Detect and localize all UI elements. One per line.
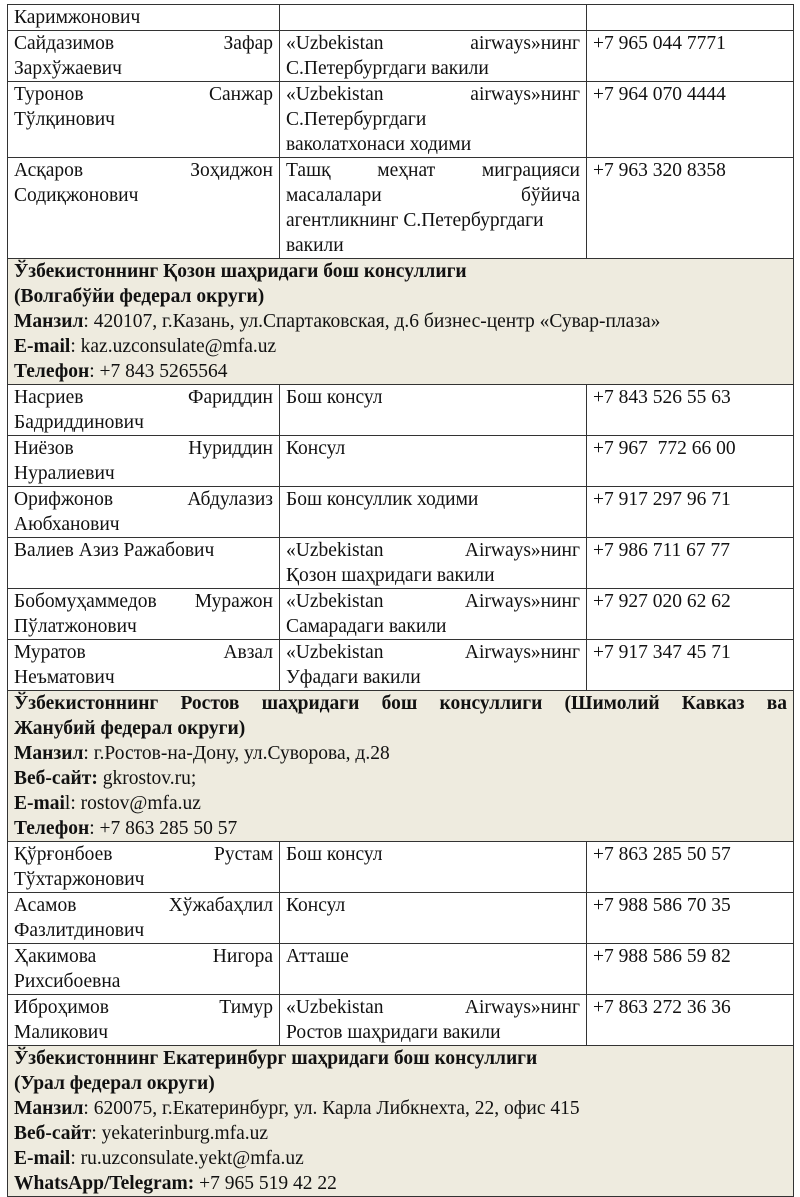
section-info bbox=[8, 1046, 794, 1197]
person-position: «Uzbekistan Airways»нинг Самарадаги вакили bbox=[280, 589, 587, 640]
table-row bbox=[8, 589, 794, 640]
person-position: «Uzbekistan airways»нинг С.Петербургдаги ваколатхонаси ходими bbox=[280, 82, 587, 158]
person-name: Валиев Азиз Ражабович bbox=[8, 538, 280, 589]
person-phone: +7 843 526 55 63 bbox=[587, 385, 794, 436]
section-info bbox=[8, 691, 794, 842]
person-phone: +7 986 711 67 77 bbox=[587, 538, 794, 589]
table-row bbox=[8, 893, 794, 944]
person-name: Сайдазимов Зафар Зархўжаевич bbox=[8, 31, 280, 82]
table-row bbox=[8, 842, 794, 893]
section-title: Ўзбекистоннинг Қозон шаҳридаги бош консуллиги bbox=[14, 261, 467, 282]
table-row bbox=[8, 640, 794, 691]
person-phone: +7 863 272 36 36 bbox=[587, 995, 794, 1046]
person-position: Бош консул bbox=[280, 385, 587, 436]
person-phone bbox=[587, 5, 794, 31]
person-position: «Uzbekistan airways»нинг С.Петербургдаги вакили bbox=[280, 31, 587, 82]
person-name: Туронов Санжар Тўлқинович bbox=[8, 82, 280, 158]
website-line: Веб-сайт: yekaterinburg.mfa.uz bbox=[14, 1123, 269, 1144]
website-line: Веб-сайт: gkrostov.ru; bbox=[14, 768, 197, 789]
section-title: Ўзбекистоннинг Ростов шаҳридаги бош консуллиги (Шимолий Кавказ ва bbox=[14, 693, 787, 714]
person-position: Атташе bbox=[280, 944, 587, 995]
person-name: Ҳакимова Нигора Рихсибоевна bbox=[8, 944, 280, 995]
table-row bbox=[8, 487, 794, 538]
person-position: Консул bbox=[280, 893, 587, 944]
table-row bbox=[8, 385, 794, 436]
phone-line: Телефон: +7 863 285 50 57 bbox=[14, 818, 238, 839]
person-name: Каримжонович bbox=[8, 5, 280, 31]
consulate-contacts-table bbox=[7, 4, 794, 1197]
section-header-yekaterinburg bbox=[8, 1046, 794, 1197]
person-position: Консул bbox=[280, 436, 587, 487]
person-name: Қўрғонбоев Рустам Тўхтаржонович bbox=[8, 842, 280, 893]
person-name: Иброҳимов Тимур Маликович bbox=[8, 995, 280, 1046]
person-position: «Uzbekistan Airways»нинг Қозон шаҳридаги вакили bbox=[280, 538, 587, 589]
section-header-rostov bbox=[8, 691, 794, 842]
section-header-kazan bbox=[8, 259, 794, 385]
person-phone: +7 967 772 66 00 bbox=[587, 436, 794, 487]
person-phone: +7 863 285 50 57 bbox=[587, 842, 794, 893]
person-position bbox=[280, 5, 587, 31]
person-position: «Uzbekistan Airways»нинг Ростов шаҳридаги вакили bbox=[280, 995, 587, 1046]
table-row bbox=[8, 538, 794, 589]
person-name: Асқаров Зоҳиджон Содиқжонович bbox=[8, 158, 280, 259]
table-row bbox=[8, 944, 794, 995]
person-name: Бобомуҳаммедов Муражон Пўлатжонович bbox=[8, 589, 280, 640]
person-phone: +7 988 586 59 82 bbox=[587, 944, 794, 995]
person-name: Насриев Фариддин Бадриддинович bbox=[8, 385, 280, 436]
address-line: Манзил: г.Ростов-на-Дону, ул.Суворова, д.28 bbox=[14, 743, 390, 764]
person-name: Муратов Авзал Неъматович bbox=[8, 640, 280, 691]
person-phone: +7 917 347 45 71 bbox=[587, 640, 794, 691]
person-phone: +7 917 297 96 71 bbox=[587, 487, 794, 538]
person-name: Ниёзов Нуриддин Нуралиевич bbox=[8, 436, 280, 487]
person-name: Орифжонов Абдулазиз Аюбханович bbox=[8, 487, 280, 538]
section-title: Ўзбекистоннинг Екатеринбург шаҳридаги бош консуллиги bbox=[14, 1048, 538, 1069]
table-row bbox=[8, 5, 794, 31]
person-phone: +7 927 020 62 62 bbox=[587, 589, 794, 640]
table-row bbox=[8, 82, 794, 158]
person-position: Бош консул bbox=[280, 842, 587, 893]
person-phone: +7 988 586 70 35 bbox=[587, 893, 794, 944]
table-row bbox=[8, 436, 794, 487]
section-info bbox=[8, 259, 794, 385]
section-subtitle: Жанубий федерал округи) bbox=[14, 718, 246, 739]
person-position: Бош консуллик ходими bbox=[280, 487, 587, 538]
email-line: E-mail: kaz.uzconsulate@mfa.uz bbox=[14, 336, 277, 357]
person-phone: +7 965 044 7771 bbox=[587, 31, 794, 82]
email-line: E-mail: ru.uzconsulate.yekt@mfa.uz bbox=[14, 1148, 304, 1169]
person-phone: +7 964 070 4444 bbox=[587, 82, 794, 158]
person-phone: +7 963 320 8358 bbox=[587, 158, 794, 259]
phone-line: Телефон: +7 843 5265564 bbox=[14, 361, 228, 382]
section-subtitle: (Урал федерал округи) bbox=[14, 1073, 215, 1094]
table-row bbox=[8, 158, 794, 259]
email-line: E-mail: rostov@mfa.uz bbox=[14, 793, 201, 814]
messenger-line: WhatsApp/Telegram: +7 965 519 42 22 bbox=[14, 1173, 337, 1194]
section-subtitle: (Волгабўйи федерал округи) bbox=[14, 286, 265, 307]
person-position: Ташқ меҳнат миграцияси масалалари бўйича агентликнинг С.Петербургдаги вакили bbox=[280, 158, 587, 259]
address-line: Манзил: 620075, г.Екатеринбург, ул. Карла Либкнехта, 22, офис 415 bbox=[14, 1098, 580, 1119]
table-row bbox=[8, 31, 794, 82]
address-line: Манзил: 420107, г.Казань, ул.Спартаковская, д.6 бизнес-центр «Сувар-плаза» bbox=[14, 311, 661, 332]
person-name: Асамов Хўжабаҳлил Фазлитдинович bbox=[8, 893, 280, 944]
table-row bbox=[8, 995, 794, 1046]
person-position: «Uzbekistan Airways»нинг Уфадаги вакили bbox=[280, 640, 587, 691]
